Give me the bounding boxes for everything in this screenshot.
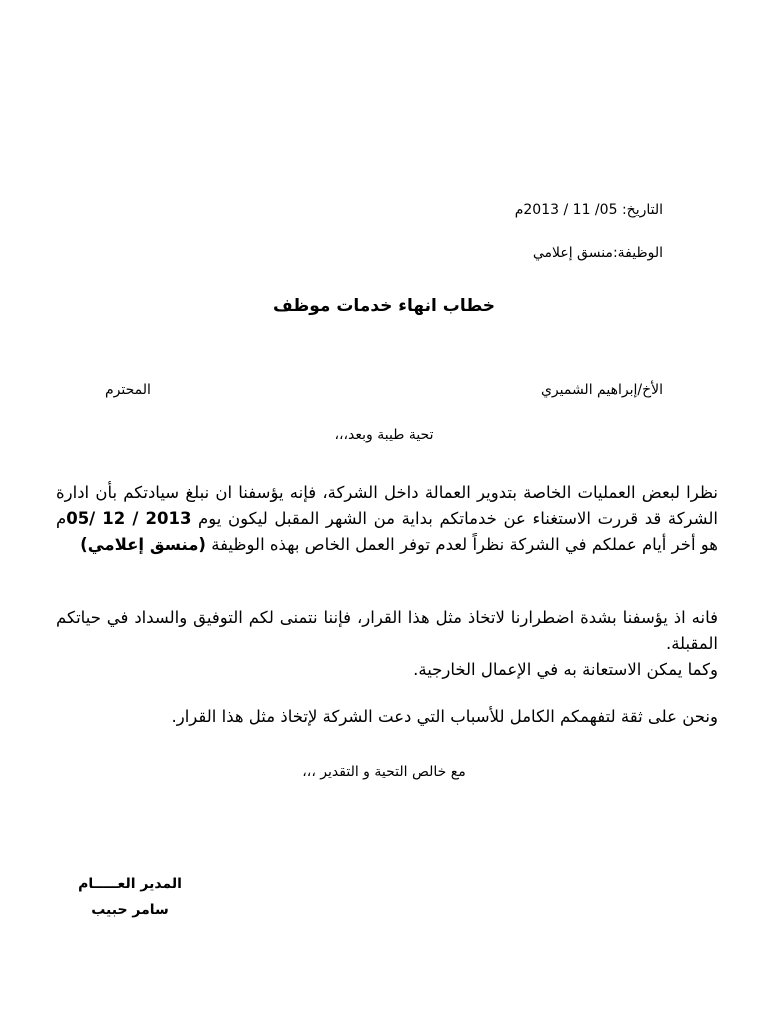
last-working-day: 05/ 12 / 2013 — [66, 509, 192, 528]
paragraph2-line-b: وكما يمكن الاستعانة به في الإعمال الخارجية. — [413, 660, 718, 679]
recipient-name: الأخ/إبراهيم الشميري — [540, 382, 663, 398]
job-label: الوظيفة: — [612, 245, 663, 261]
greeting: تحية طيبة وبعد،،، — [334, 427, 434, 443]
paragraph2-line-a: فانه اذ يؤسفنا بشدة اضطرارنا لاتخاذ مثل هذا القرار، فإننا نتمنى لكم التوفيق والسداد في حياتكم المقبلة. — [56, 608, 718, 653]
date-line — [515, 200, 663, 220]
closing-salutation: مع خالص التحية و التقدير ،،، — [302, 764, 466, 780]
paragraph1-text-b: م هو أخر أيام عملكم في الشركة نظراً لعدم توفر العمل الخاص بهذه الوظيفة — [56, 509, 718, 554]
date-label: التاريخ: — [621, 202, 663, 218]
job-line — [533, 243, 663, 263]
job-value: منسق إعلامي — [532, 245, 613, 261]
position-name: (منسق إعلامي) — [80, 535, 206, 554]
letter-title: خطاب انهاء خدمات موظف — [272, 296, 496, 316]
paragraph-confidence: ونحن على ثقة لتفهمكم الكامل للأسباب التي دعت الشركة لإتخاذ مثل هذا القرار. — [171, 707, 718, 726]
paragraph-termination — [56, 480, 718, 558]
date-value: 05/ 11 / 2013م — [514, 202, 618, 218]
signature-name: سامر حبيب — [91, 902, 169, 918]
paragraph1-text-a: نظرا لبعض العمليات الخاصة بتدوير العمالة داخل الشركة، فإنه يؤسفنا ان نبلغ سيادتكم بأن ادارة الشركة قد قررت الاستغناء عن خدماتكم بداية من الشهر المقبل ليكون يوم — [56, 483, 718, 528]
recipient-honorific: المحترم — [105, 382, 151, 398]
signature-title: المدير العـــــام — [78, 876, 182, 892]
paragraph-regret — [56, 605, 718, 683]
